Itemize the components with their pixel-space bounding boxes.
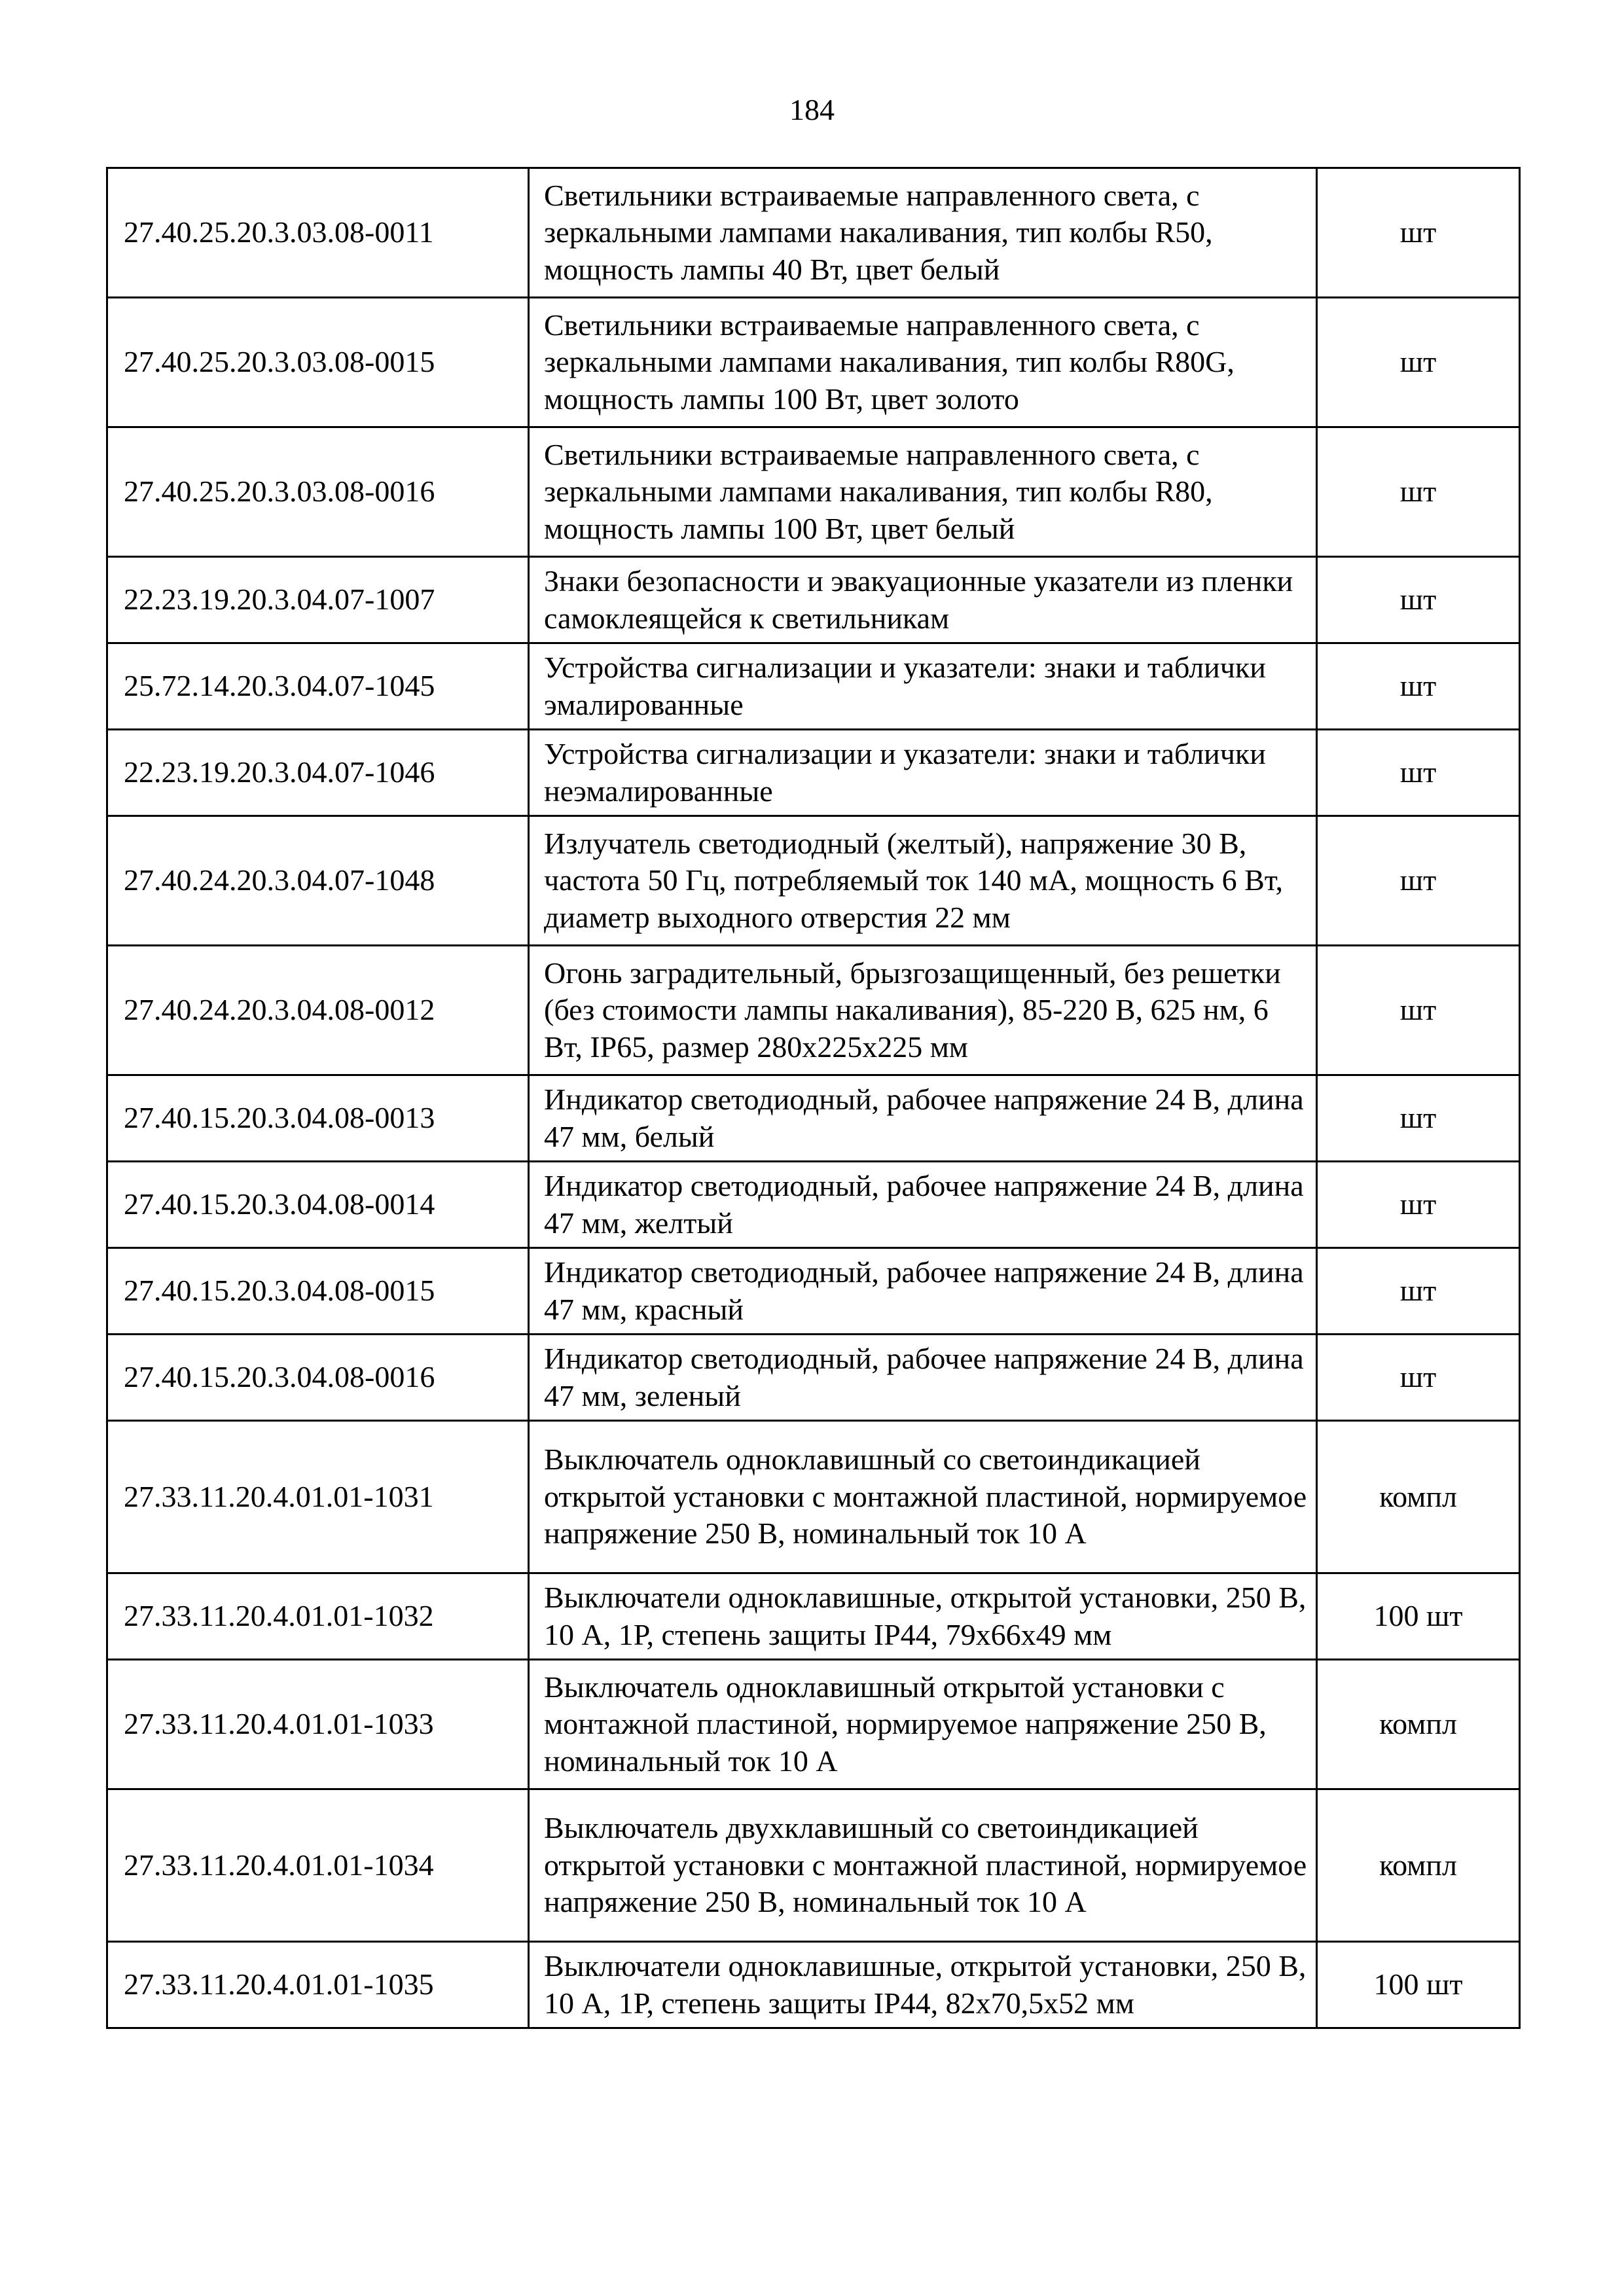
item-unit: шт <box>1317 1248 1520 1335</box>
item-code: 25.72.14.20.3.04.07-1045 <box>107 643 529 730</box>
item-code: 27.40.15.20.3.04.08-0015 <box>107 1248 529 1335</box>
item-unit: шт <box>1317 298 1520 427</box>
table-row <box>107 730 1520 816</box>
item-unit: компл <box>1317 1421 1520 1573</box>
item-description: Выключатели одноклавишные, открытой установки, 250 В, 10 А, 1Р, степень защиты IP44, 79х66х49 мм <box>529 1573 1317 1660</box>
item-description: Выключатель двухклавишный со светоиндикацией открытой установки с монтажной пластиной, нормируемое напряжение 250 В, номинальный ток 10 А <box>529 1789 1317 1942</box>
table-row <box>107 1660 1520 1789</box>
item-description: Устройства сигнализации и указатели: знаки и таблички эмалированные <box>529 643 1317 730</box>
table-row <box>107 557 1520 643</box>
item-description: Излучатель светодиодный (желтый), напряжение 30 В, частота 50 Гц, потребляемый ток 140 мА, мощность 6 Вт, диаметр выходного отверстия 22 мм <box>529 816 1317 946</box>
table-row <box>107 1942 1520 2028</box>
item-unit: шт <box>1317 946 1520 1075</box>
item-unit: шт <box>1317 643 1520 730</box>
item-unit: компл <box>1317 1660 1520 1789</box>
resource-table <box>106 167 1521 2029</box>
item-code: 27.40.24.20.3.04.08-0012 <box>107 946 529 1075</box>
item-unit: шт <box>1317 557 1520 643</box>
item-code: 27.40.25.20.3.03.08-0015 <box>107 298 529 427</box>
item-description: Индикатор светодиодный, рабочее напряжение 24 В, длина 47 мм, красный <box>529 1248 1317 1335</box>
item-unit: шт <box>1317 1075 1520 1162</box>
item-unit: шт <box>1317 427 1520 557</box>
item-unit: 100 шт <box>1317 1573 1520 1660</box>
item-description: Выключатель одноклавишный со светоиндикацией открытой установки с монтажной пластиной, нормируемое напряжение 250 В, номинальный ток 10 А <box>529 1421 1317 1573</box>
item-code: 27.40.24.20.3.04.07-1048 <box>107 816 529 946</box>
item-code: 27.40.25.20.3.03.08-0016 <box>107 427 529 557</box>
table-row <box>107 298 1520 427</box>
item-description: Огонь заградительный, брызгозащищенный, без решетки (без стоимости лампы накаливания), 85-220 В, 625 нм, 6 Вт, IP65, размер 280х225х225 мм <box>529 946 1317 1075</box>
item-unit: шт <box>1317 730 1520 816</box>
item-description: Индикатор светодиодный, рабочее напряжение 24 В, длина 47 мм, зеленый <box>529 1335 1317 1421</box>
table-row <box>107 1573 1520 1660</box>
table-row <box>107 816 1520 946</box>
item-unit: шт <box>1317 816 1520 946</box>
item-code: 27.33.11.20.4.01.01-1033 <box>107 1660 529 1789</box>
table-row <box>107 1421 1520 1573</box>
table-body <box>107 168 1520 2028</box>
item-code: 27.40.15.20.3.04.08-0013 <box>107 1075 529 1162</box>
item-description: Светильники встраиваемые направленного света, с зеркальными лампами накаливания, тип колбы R50, мощность лампы 40 Вт, цвет белый <box>529 168 1317 298</box>
item-description: Знаки безопасности и эвакуационные указатели из пленки самоклеящейся к светильникам <box>529 557 1317 643</box>
table-row <box>107 168 1520 298</box>
item-code: 27.40.25.20.3.03.08-0011 <box>107 168 529 298</box>
table-row <box>107 1789 1520 1942</box>
table-row <box>107 643 1520 730</box>
item-unit: компл <box>1317 1789 1520 1942</box>
item-code: 22.23.19.20.3.04.07-1007 <box>107 557 529 643</box>
item-code: 27.33.11.20.4.01.01-1034 <box>107 1789 529 1942</box>
item-description: Индикатор светодиодный, рабочее напряжение 24 В, длина 47 мм, белый <box>529 1075 1317 1162</box>
item-description: Выключатель одноклавишный открытой установки с монтажной пластиной, нормируемое напряжение 250 В, номинальный ток 10 А <box>529 1660 1317 1789</box>
table-row <box>107 946 1520 1075</box>
item-description: Устройства сигнализации и указатели: знаки и таблички неэмалированные <box>529 730 1317 816</box>
table-row <box>107 1075 1520 1162</box>
table-row <box>107 1248 1520 1335</box>
page-number: 184 <box>789 93 835 126</box>
item-description: Индикатор светодиодный, рабочее напряжение 24 В, длина 47 мм, желтый <box>529 1162 1317 1248</box>
item-description: Светильники встраиваемые направленного света, с зеркальными лампами накаливания, тип колбы R80, мощность лампы 100 Вт, цвет белый <box>529 427 1317 557</box>
table-row <box>107 427 1520 557</box>
item-description: Светильники встраиваемые направленного света, с зеркальными лампами накаливания, тип колбы R80G, мощность лампы 100 Вт, цвет золото <box>529 298 1317 427</box>
table-row <box>107 1335 1520 1421</box>
table-row <box>107 1162 1520 1248</box>
item-code: 22.23.19.20.3.04.07-1046 <box>107 730 529 816</box>
item-unit: шт <box>1317 1335 1520 1421</box>
item-code: 27.33.11.20.4.01.01-1032 <box>107 1573 529 1660</box>
item-description: Выключатели одноклавишные, открытой установки, 250 В, 10 А, 1Р, степень защиты IP44, 82х70,5х52 мм <box>529 1942 1317 2028</box>
item-unit: шт <box>1317 168 1520 298</box>
item-code: 27.40.15.20.3.04.08-0016 <box>107 1335 529 1421</box>
item-unit: 100 шт <box>1317 1942 1520 2028</box>
item-code: 27.40.15.20.3.04.08-0014 <box>107 1162 529 1248</box>
item-code: 27.33.11.20.4.01.01-1035 <box>107 1942 529 2028</box>
item-code: 27.33.11.20.4.01.01-1031 <box>107 1421 529 1573</box>
item-unit: шт <box>1317 1162 1520 1248</box>
